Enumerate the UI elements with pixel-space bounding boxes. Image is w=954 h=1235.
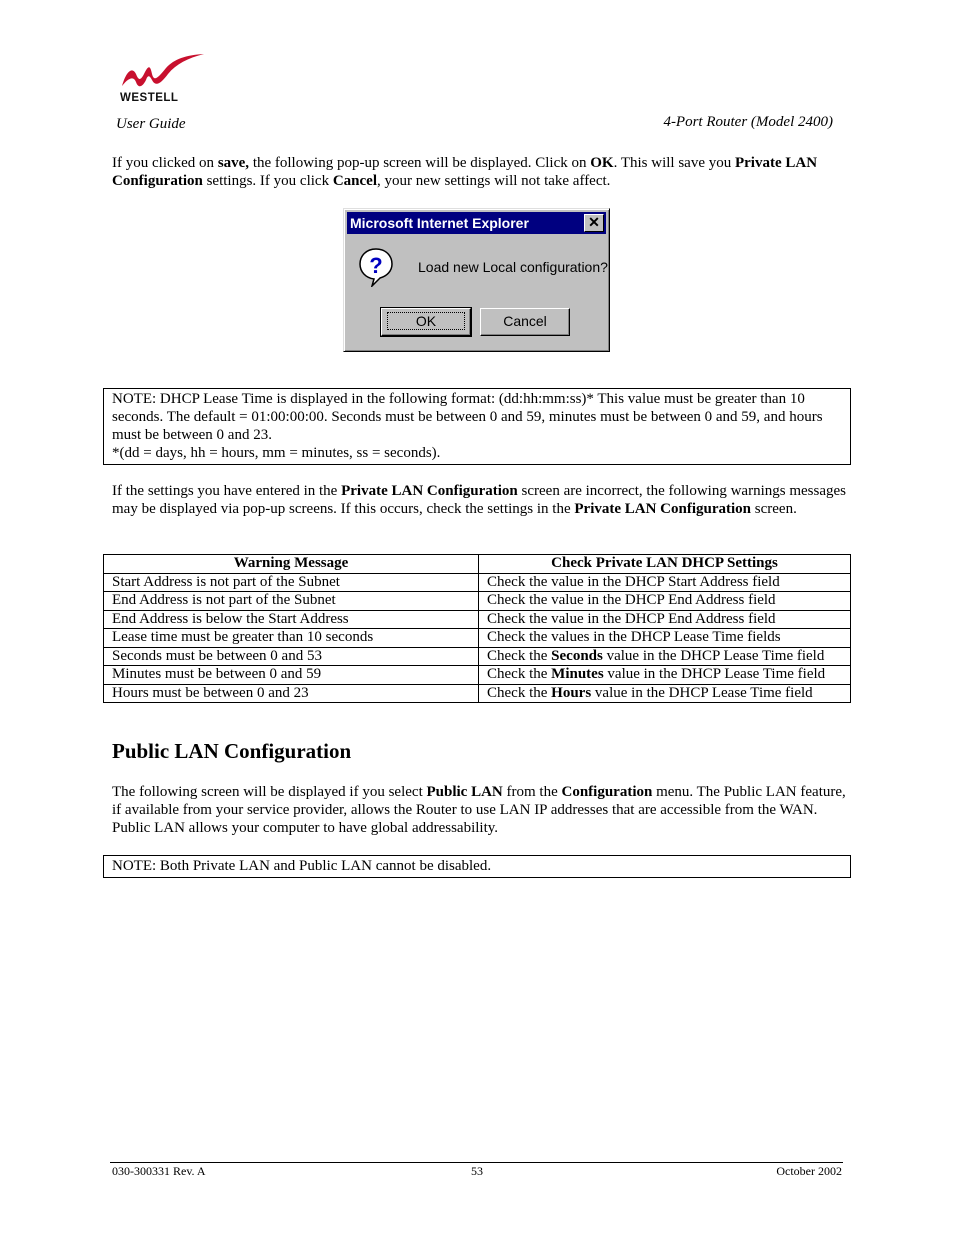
table-row bbox=[104, 684, 851, 703]
footer-date: October 2002 bbox=[776, 1164, 842, 1178]
check-cell: Check the Hours value in the DHCP Lease Time field bbox=[479, 684, 851, 703]
table-row bbox=[104, 610, 851, 629]
note-footnote: *(dd = days, hh = hours, mm = minutes, ss = seconds). bbox=[112, 445, 441, 461]
column-header-warning: Warning Message bbox=[104, 555, 479, 574]
warning-cell: Lease time must be greater than 10 seconds bbox=[104, 629, 479, 648]
warning-table bbox=[103, 554, 851, 703]
note-text: NOTE: Both Private LAN and Public LAN cannot be disabled. bbox=[112, 858, 492, 874]
westell-swoosh-icon bbox=[116, 52, 206, 96]
header-right-text: 4-Port Router (Model 2400) bbox=[663, 114, 833, 130]
table-header-row bbox=[104, 555, 851, 574]
warning-cell: Hours must be between 0 and 23 bbox=[104, 684, 479, 703]
warning-cell: Start Address is not part of the Subnet bbox=[104, 573, 479, 592]
ok-button-label: OK bbox=[387, 312, 465, 330]
close-icon[interactable]: ✕ bbox=[584, 214, 604, 232]
check-cell: Check the value in the DHCP End Address field bbox=[479, 610, 851, 629]
footer-revision: 030-300331 Rev. A bbox=[112, 1164, 206, 1178]
confirm-dialog bbox=[343, 208, 610, 352]
warning-cell: End Address is below the Start Address bbox=[104, 610, 479, 629]
dialog-titlebar bbox=[347, 212, 606, 234]
section-title: Public LAN Configuration bbox=[112, 739, 352, 763]
table-row bbox=[104, 647, 851, 666]
warnings-paragraph: If the settings you have entered in the Private LAN Configuration screen are incorrect, the following warnings messages may be displayed via pop-up screens. If this occurs, check the settings in the Private LAN Configuration screen. bbox=[112, 483, 846, 517]
header-left-text: User Guide bbox=[116, 116, 186, 132]
check-cell: Check the value in the DHCP Start Address field bbox=[479, 573, 851, 592]
warning-cell: Minutes must be between 0 and 59 bbox=[104, 666, 479, 685]
westell-logo bbox=[116, 52, 206, 108]
table-row bbox=[104, 666, 851, 685]
warning-cell: Seconds must be between 0 and 53 bbox=[104, 647, 479, 666]
save-paragraph: If you clicked on save, the following pop-up screen will be displayed. Click on OK. This will save you Private LAN Configuration settings. If you click Cancel, your new settings will not take affect. bbox=[112, 155, 818, 189]
question-icon bbox=[358, 247, 394, 287]
check-cell: Check the Seconds value in the DHCP Lease Time field bbox=[479, 647, 851, 666]
brand-name: WESTELL bbox=[120, 92, 179, 104]
public-lan-paragraph: The following screen will be displayed if you select Public LAN from the Configuration menu. The Public LAN feature, if available from your service provider, allows the Router to use LAN IP addresses that are accessible from the WAN. Public LAN allows your computer to have global addressability. bbox=[112, 784, 846, 836]
public-lan-note bbox=[103, 855, 851, 878]
dhcp-lease-note bbox=[103, 388, 851, 465]
dialog-message: Load new Local configuration? bbox=[418, 259, 608, 275]
ok-button[interactable] bbox=[381, 308, 471, 336]
note-text: NOTE: DHCP Lease Time is displayed in the following format: (dd:hh:mm:ss)* This value must be greater than 10 seconds. The default = 01:00:00:00. Seconds must be between 0 and 59, minutes must be between 0 and 59, and hours must be between 0 and 23. bbox=[112, 391, 823, 443]
footer-divider bbox=[110, 1162, 843, 1163]
table-row bbox=[104, 629, 851, 648]
page-number: 53 bbox=[471, 1164, 483, 1178]
check-cell: Check the Minutes value in the DHCP Lease Time field bbox=[479, 666, 851, 685]
check-cell: Check the value in the DHCP End Address field bbox=[479, 592, 851, 611]
svg-text:?: ? bbox=[369, 253, 383, 278]
dialog-title: Microsoft Internet Explorer bbox=[350, 215, 529, 231]
warning-cell: End Address is not part of the Subnet bbox=[104, 592, 479, 611]
cancel-button[interactable]: Cancel bbox=[480, 308, 570, 336]
check-cell: Check the values in the DHCP Lease Time fields bbox=[479, 629, 851, 648]
column-header-check: Check Private LAN DHCP Settings bbox=[479, 555, 851, 574]
table-row bbox=[104, 573, 851, 592]
table-row bbox=[104, 592, 851, 611]
